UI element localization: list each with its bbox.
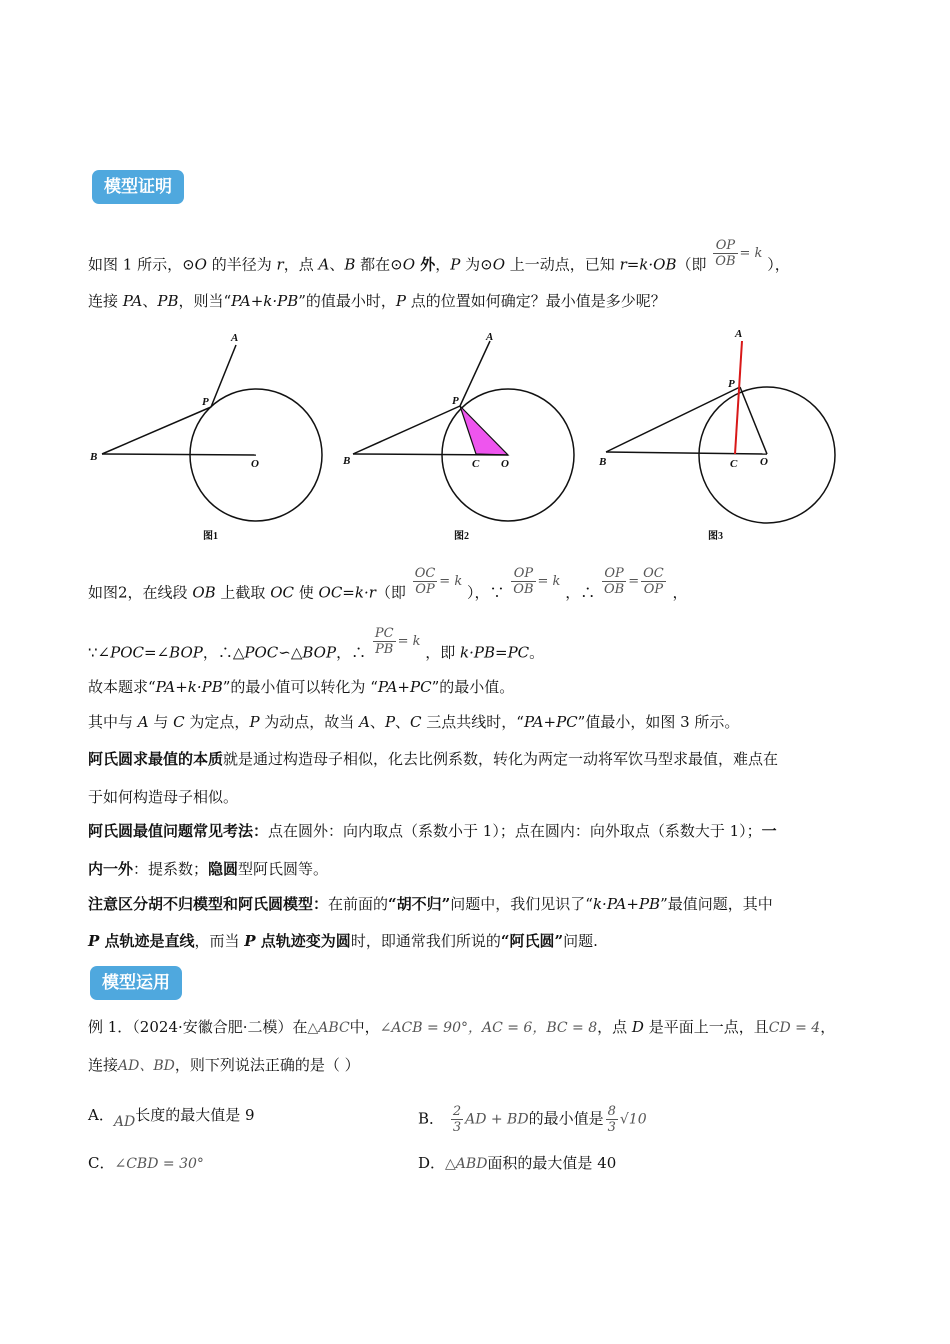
segment-bp-2 — [353, 406, 460, 454]
fraction-op-ob: $\frac{OP}{OB}$ — [715, 238, 736, 269]
intro-line-1: 如图 1 所示，⊙O 的半径为 r，点 A、B 都在⊙O 外，P 为⊙O 上一动点，已知 r=k·OB（即 $\frac{OP}{OB}$ = k ）， — [88, 238, 790, 274]
segment-bo-1 — [102, 454, 256, 455]
figure-1 — [89, 332, 322, 542]
segment-apc-red — [735, 341, 742, 454]
segment-po-3 — [740, 387, 767, 454]
label-o-1: O — [251, 458, 259, 470]
fraction-oc-op-2: $\frac{OC}{OP}$ — [643, 566, 664, 597]
segment-bo-2 — [353, 454, 508, 455]
figure-2 — [342, 331, 574, 542]
label-c-3: C — [730, 458, 738, 470]
fraction-oc-op: $\frac{OC}{OP}$ — [414, 566, 436, 597]
label-o-3: O — [760, 456, 768, 468]
circle-o-3 — [699, 387, 835, 523]
segment-bo-3 — [606, 452, 767, 454]
segment-pa-2 — [460, 341, 490, 406]
section-badge-proof: 模型证明 — [92, 170, 184, 204]
geometry-figures — [80, 325, 860, 550]
label-c-2: C — [472, 458, 480, 470]
fraction-two-thirds: $\frac{2}{3}$ — [452, 1104, 462, 1135]
intro-line-2: 连接 PA、PB，则当“PA+k·PB”的值最小时，P 点的位置如何确定？最小值是多少呢？ — [88, 292, 666, 310]
example-line-1: 例 1．（2024·安徽合肥·二模）在△ABC中，∠ACB = 90°，AC = 6，BC = 8，点 D 是平面上一点，且CD = 4， — [88, 1018, 836, 1036]
fraction-pc-pb: $\frac{PC}{PB}$ — [374, 626, 394, 657]
label-p-1: P — [202, 396, 209, 408]
label-p-2: P — [452, 395, 459, 407]
fraction-eight-thirds: $\frac{8}{3}$ — [607, 1104, 616, 1135]
label-a-3: A — [735, 328, 743, 340]
note-line-2: P 点轨迹是直线，而当 P 点轨迹变为圆时，即通常我们所说的“阿氏圆”问题. — [88, 932, 598, 950]
method-line-1: 阿氏圆最值问题常见考法：点在圆外：向内取点（系数小于 1）；点在圆内：向外取点（系数大于 1）；一 — [88, 822, 777, 840]
proof-line-1: 如图2，在线段 OB 上截取 OC 使 OC=k·r（即 $\frac{OC}{OP}$ = k ），∵ $\frac{OP}{OB}$ = k ，∴ $\frac{OP}{OB}$ = $\frac{OC}{OP}$ ， — [88, 566, 688, 602]
option-b[interactable]: B． $\frac{2}{3}$ AD + BD的最小值是 $\frac{8}{3}$ √10 — [418, 1104, 647, 1135]
section-badge-apply: 模型运用 — [90, 966, 182, 1000]
fraction-op-ob-2: $\frac{OP}{OB}$ — [513, 566, 534, 597]
label-a-1: A — [231, 332, 239, 344]
caption-fig1: 图1 — [203, 531, 218, 542]
essence-line-2: 于如何构造母子相似。 — [88, 788, 239, 806]
proof-line-4: 其中与 A 与 C 为定点，P 为动点，故当 A、P、C 三点共线时，“PA+PC”值最小，如图 3 所示。 — [88, 713, 740, 731]
label-p-3: P — [728, 378, 735, 390]
label-o-2: O — [501, 458, 509, 470]
essence-line-1: 阿氏圆求最值的本质就是通过构造母子相似，化去比例系数，转化为两定一动将军饮马型求最值，难点在 — [88, 750, 779, 768]
note-line-1: 注意区分胡不归模型和阿氏圆模型：在前面的“胡不归”问题中，我们见识了“k·PA+PB”最值问题，其中 — [88, 895, 773, 913]
option-c[interactable]: C．∠CBD = 30° — [88, 1154, 204, 1172]
label-b-3: B — [599, 456, 607, 468]
fraction-op-ob-3: $\frac{OP}{OB}$ — [603, 566, 625, 597]
method-line-2: 内一外：提系数；隐圆型阿氏圆等。 — [88, 860, 329, 878]
label-b-1: B — [90, 451, 98, 463]
option-d[interactable]: D．△ABD面积的最大值是 40 — [418, 1154, 617, 1172]
caption-fig2: 图2 — [454, 531, 469, 542]
label-b-2: B — [343, 455, 351, 467]
figure-3 — [598, 328, 835, 542]
triangle-poc — [460, 406, 508, 455]
segment-bp-3 — [606, 387, 740, 452]
example-line-2: 连接AD、BD，则下列说法正确的是（ ） — [88, 1056, 360, 1074]
label-a-2: A — [486, 331, 494, 343]
proof-line-3: 故本题求“PA+k·PB”的最小值可以转化为 “PA+PC”的最小值。 — [88, 678, 515, 696]
option-a[interactable]: A．AD长度的最大值是 9 — [88, 1106, 255, 1130]
caption-fig3: 图3 — [708, 531, 723, 542]
proof-line-2: ∵∠POC=∠BOP，∴△POC∽△BOP，∴ $\frac{PC}{PB}$ = k ，即 k·PB=PC。 — [88, 626, 545, 662]
